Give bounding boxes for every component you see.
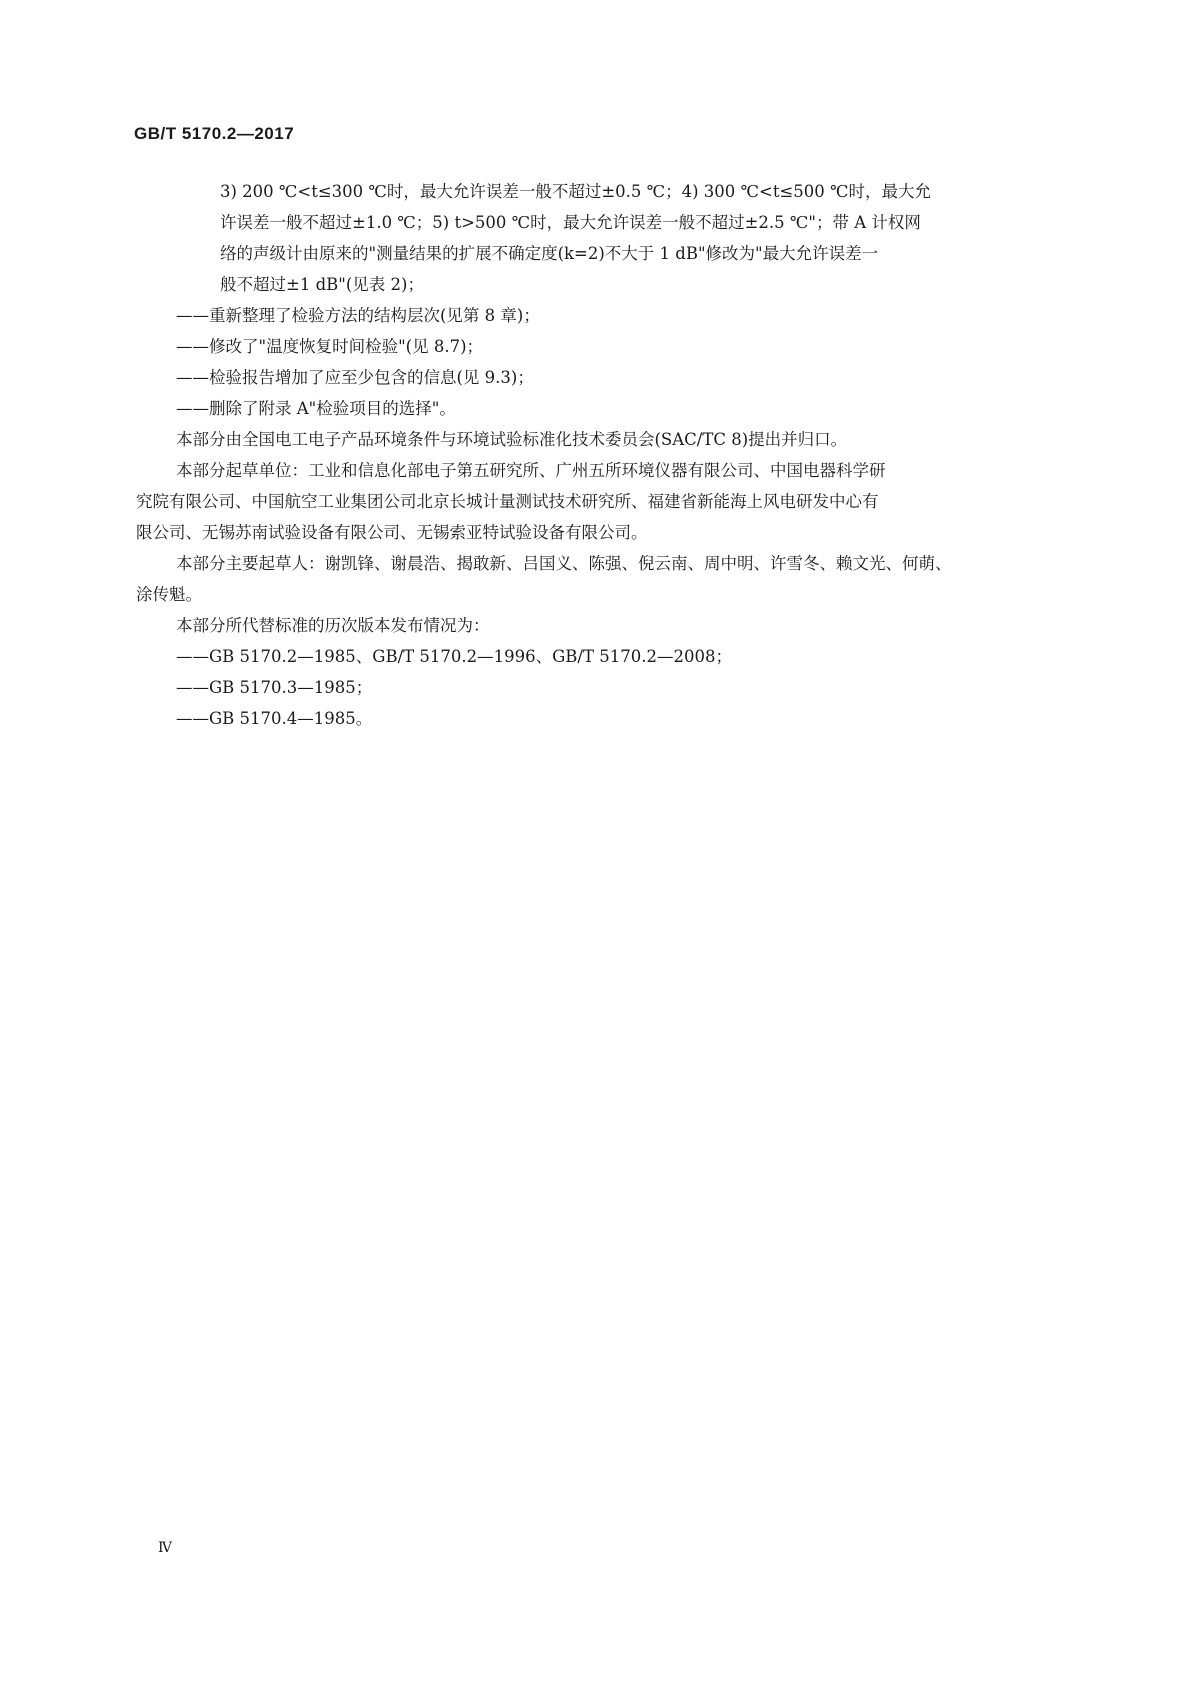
dash-list-item: ——GB 5170.4—1985。	[176, 709, 373, 728]
text-line: 3) 200 ℃<t≤300 ℃时，最大允许误差一般不超过±0.5 ℃；4) 300 ℃<t≤500 ℃时，最大允	[220, 182, 931, 201]
text-line: 许误差一般不超过±1.0 ℃；5) t>500 ℃时，最大允许误差一般不超过±2.5 ℃"；带 A 计权网	[220, 213, 921, 232]
paragraph-line: 涂传魁。	[136, 585, 202, 604]
dash-list-item: ——检验报告增加了应至少包含的信息(见 9.3)；	[176, 368, 534, 387]
paragraph-line: 限公司、无锡苏南试验设备有限公司、无锡索亚特试验设备有限公司。	[136, 523, 648, 542]
dash-list-item: ——GB 5170.2—1985、GB/T 5170.2—1996、GB/T 5170.2—2008；	[176, 647, 732, 666]
text-line: 般不超过±1 dB"(见表 2)；	[220, 275, 424, 294]
paragraph-line: 本部分起草单位：工业和信息化部电子第五研究所、广州五所环境仪器有限公司、中国电器科学研	[176, 461, 886, 480]
paragraph-line: 本部分由全国电工电子产品环境条件与环境试验标准化技术委员会(SAC/TC 8)提出并归口。	[176, 430, 848, 449]
standard-number-header: GB/T 5170.2—2017	[134, 124, 295, 143]
paragraph-line: 本部分所代替标准的历次版本发布情况为：	[176, 616, 490, 635]
dash-list-item: ——GB 5170.3—1985；	[176, 678, 373, 697]
dash-list-item: ——删除了附录 A"检验项目的选择"。	[176, 399, 456, 418]
dash-list-item: ——重新整理了检验方法的结构层次(见第 8 章)；	[176, 306, 540, 325]
paragraph-line: 本部分主要起草人：谢凯锋、谢晨浩、揭敢新、吕国义、陈强、倪云南、周中明、许雪冬、赖文光、何萌、	[176, 554, 952, 573]
foreword-body	[136, 176, 1056, 734]
paragraph-line: 究院有限公司、中国航空工业集团公司北京长城计量测试技术研究所、福建省新能海上风电研发中心有	[136, 492, 879, 511]
dash-list-item: ——修改了"温度恢复时间检验"(见 8.7)；	[176, 337, 484, 356]
page-number: Ⅳ	[158, 1540, 172, 1556]
text-line: 络的声级计由原来的"测量结果的扩展不确定度(k=2)不大于 1 dB"修改为"最大允许误差一	[220, 244, 879, 263]
